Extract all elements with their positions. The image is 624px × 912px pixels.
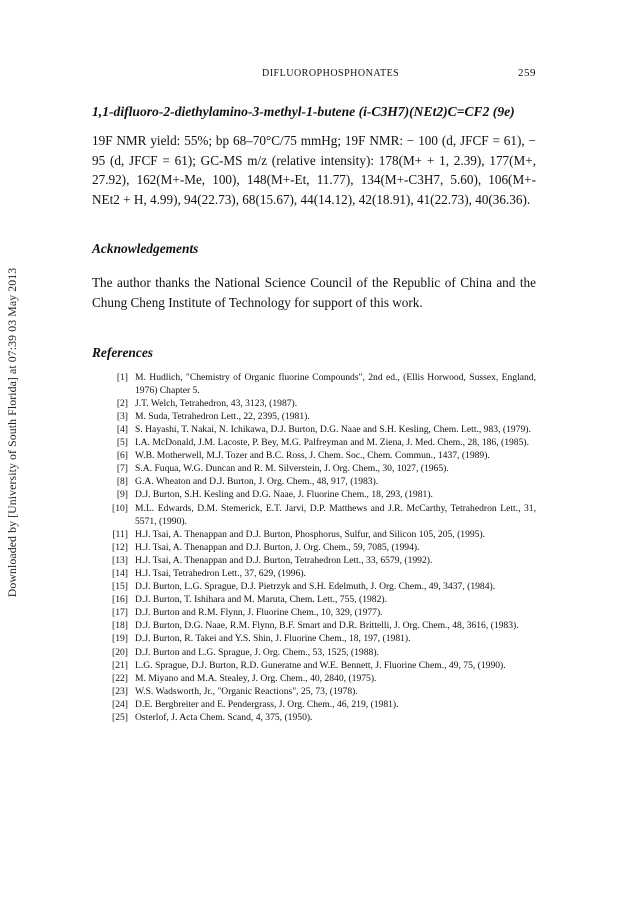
reference-item — [92, 397, 536, 410]
acknowledgements-heading: Acknowledgements — [92, 241, 199, 257]
reference-item — [92, 672, 536, 685]
reference-number: [19] — [112, 633, 128, 645]
reference-text: H.J. Tsai, Tetrahedron Lett., 37, 629, (1996). — [135, 567, 306, 579]
reference-number: [10] — [112, 502, 128, 514]
reference-text: L.G. Sprague, D.J. Burton, R.D. Guneratne and W.E. Bennett, J. Fluorine Chem., 49, 75, (1990). — [135, 659, 506, 671]
reference-item — [92, 554, 536, 567]
reference-number: [15] — [112, 581, 128, 593]
reference-text: W.S. Wadsworth, Jr., "Organic Reactions", 25, 73, (1978). — [135, 685, 358, 697]
reference-number: [7] — [116, 463, 128, 475]
reference-number: [20] — [112, 646, 128, 658]
reference-item — [92, 567, 536, 580]
reference-number: [23] — [112, 685, 128, 697]
reference-text: D.J. Burton and R.M. Flynn, J. Fluorine Chem., 10, 329, (1977). — [135, 607, 383, 619]
reference-text: W.B. Motherwell, M.J. Tozer and B.C. Ross, J. Chem. Soc., Chem. Commun., 1437, (1989). — [135, 450, 490, 462]
reference-text: S.A. Fuqua, W.G. Duncan and R. M. Silverstein, J. Org. Chem., 30, 1027, (1965). — [135, 463, 449, 475]
reference-item — [92, 711, 536, 724]
reference-number: [3] — [116, 410, 128, 422]
reference-text: M.L. Edwards, D.M. Stemerick, E.T. Jarvi, D.P. Matthews and J.R. McCarthy, Tetrahedron Lett., 31, 5571, (1990). — [135, 502, 536, 527]
references-heading: References — [92, 344, 153, 360]
reference-number: [14] — [112, 567, 128, 579]
reference-item — [92, 619, 536, 632]
reference-number: [16] — [112, 594, 128, 606]
reference-number: [1] — [116, 371, 128, 383]
reference-item — [92, 580, 536, 593]
running-head — [92, 66, 536, 82]
reference-text: D.E. Bergbreiter and E. Pendergrass, J. Org. Chem., 46, 219, (1981). — [135, 698, 399, 710]
running-head-title: DIFLUOROPHOSPHONATES — [262, 68, 400, 79]
compound-data: 19F NMR yield: 55%; bp 68–70°C/75 mmHg; 19F NMR: − 100 (d, JFCF = 61), − 95 (d, JFCF = 61); GC-MS m/z (relative intensity): 178(M+ + 1, 2.39), 177(M+, 27.92), 162(M+-Me, 100), 148(M+-Et, 11.77), 134(M+-C3H7, 5.60), 106(M+-NEt2 + H, 4.99), 94(22.73), 68(15.67), 44(14.12), 42(18.91), 41(22.73), 40(36.36). — [92, 133, 536, 207]
reference-item — [92, 541, 536, 554]
reference-list — [92, 371, 536, 725]
reference-item — [92, 436, 536, 449]
reference-item — [92, 685, 536, 698]
reference-text: S. Hayashi, T. Nakai, N. Ichikawa, D.J. Burton, D.G. Naae and S.H. Kesling, Chem. Lett., 983, (1979). — [135, 423, 531, 435]
reference-number: [12] — [112, 541, 128, 553]
reference-number: [17] — [112, 607, 128, 619]
reference-item — [92, 449, 536, 462]
reference-item — [92, 593, 536, 606]
reference-item — [92, 462, 536, 475]
reference-item — [92, 371, 536, 397]
reference-text: D.J. Burton, T. Ishihara and M. Maruta, Chem. Lett., 755, (1982). — [135, 594, 387, 606]
reference-item — [92, 410, 536, 423]
journal-page — [92, 66, 536, 724]
reference-item — [92, 659, 536, 672]
reference-item — [92, 528, 536, 541]
reference-text: I.A. McDonald, J.M. Lacoste, P. Bey, M.G. Palfreyman and M. Ziena, J. Med. Chem., 28, 186, (1985). — [135, 437, 529, 449]
download-watermark — [2, 192, 24, 672]
reference-text: H.J. Tsai, A. Thenappan and D.J. Burton, Phosphorus, Sulfur, and Silicon 105, 205, (1995). — [135, 528, 486, 540]
reference-item — [92, 646, 536, 659]
reference-text: M. Hudlich, "Chemistry of Organic fluorine Compounds", 2nd ed., (Ellis Horwood, Sussex, England, 1976) Chapter 5. — [135, 371, 536, 396]
reference-number: [9] — [116, 489, 128, 501]
compound-title: 1,1-difluoro-2-diethylamino-3-methyl-1-butene (i-C3H7)(NEt2)C=CF2 (9e) — [92, 104, 515, 119]
reference-number: [4] — [116, 423, 128, 435]
reference-number: [24] — [112, 698, 128, 710]
reference-item — [92, 502, 536, 528]
reference-item — [92, 606, 536, 619]
reference-number: [8] — [116, 476, 128, 488]
reference-text: H.J. Tsai, A. Thenappan and D.J. Burton, Tetrahedron Lett., 33, 6579, (1992). — [135, 554, 433, 566]
acknowledgements-text: The author thanks the National Science Council of the Republic of China and the Chung Cheng Institute of Technology for support of this work. — [92, 275, 536, 310]
reference-text: Osterlof, J. Acta Chem. Scand, 4, 375, (1950). — [135, 712, 313, 723]
reference-number: [18] — [112, 620, 128, 632]
reference-number: [2] — [116, 397, 128, 409]
reference-text: D.J. Burton and L.G. Sprague, J. Org. Chem., 53, 1525, (1988). — [135, 646, 379, 658]
reference-item — [92, 632, 536, 645]
reference-item — [92, 423, 536, 436]
reference-number: [13] — [112, 554, 128, 566]
reference-text: D.J. Burton, D.G. Naae, R.M. Flynn, B.F. Smart and D.R. Brittelli, J. Org. Chem., 48, 3616, (1983). — [135, 620, 519, 632]
reference-item — [92, 488, 536, 501]
reference-text: H.J. Tsai, A. Thenappan and D.J. Burton, J. Org. Chem., 59, 7085, (1994). — [135, 541, 420, 553]
reference-number: [21] — [112, 659, 128, 671]
reference-text: J.T. Welch, Tetrahedron, 43, 3123, (1987). — [135, 397, 298, 409]
reference-number: [22] — [112, 672, 128, 684]
reference-text: D.J. Burton, S.H. Kesling and D.G. Naae, J. Fluorine Chem., 18, 293, (1981). — [135, 489, 433, 501]
reference-item — [92, 475, 536, 488]
reference-number: [25] — [112, 712, 128, 723]
reference-number: [6] — [116, 450, 128, 462]
reference-number: [11] — [112, 528, 128, 540]
reference-text: G.A. Wheaton and D.J. Burton, J. Org. Chem., 48, 917, (1983). — [135, 476, 379, 488]
reference-text: M. Miyano and M.A. Stealey, J. Org. Chem., 40, 2840, (1975). — [135, 672, 377, 684]
reference-text: M. Suda, Tetrahedron Lett., 22, 2395, (1981). — [135, 410, 310, 422]
page-number: 259 — [518, 67, 536, 79]
reference-text: D.J. Burton, R. Takei and Y.S. Shin, J. Fluorine Chem., 18, 197, (1981). — [135, 633, 411, 645]
download-note-text: Downloaded by [University of South Florida] at 07:39 03 May 2013 — [5, 267, 20, 597]
reference-number: [5] — [116, 437, 128, 449]
reference-text: D.J. Burton, L.G. Sprague, D.J. Pietrzyk and S.H. Edelmuth, J. Org. Chem., 49, 3437, (1984). — [135, 581, 496, 593]
reference-item — [92, 698, 536, 711]
